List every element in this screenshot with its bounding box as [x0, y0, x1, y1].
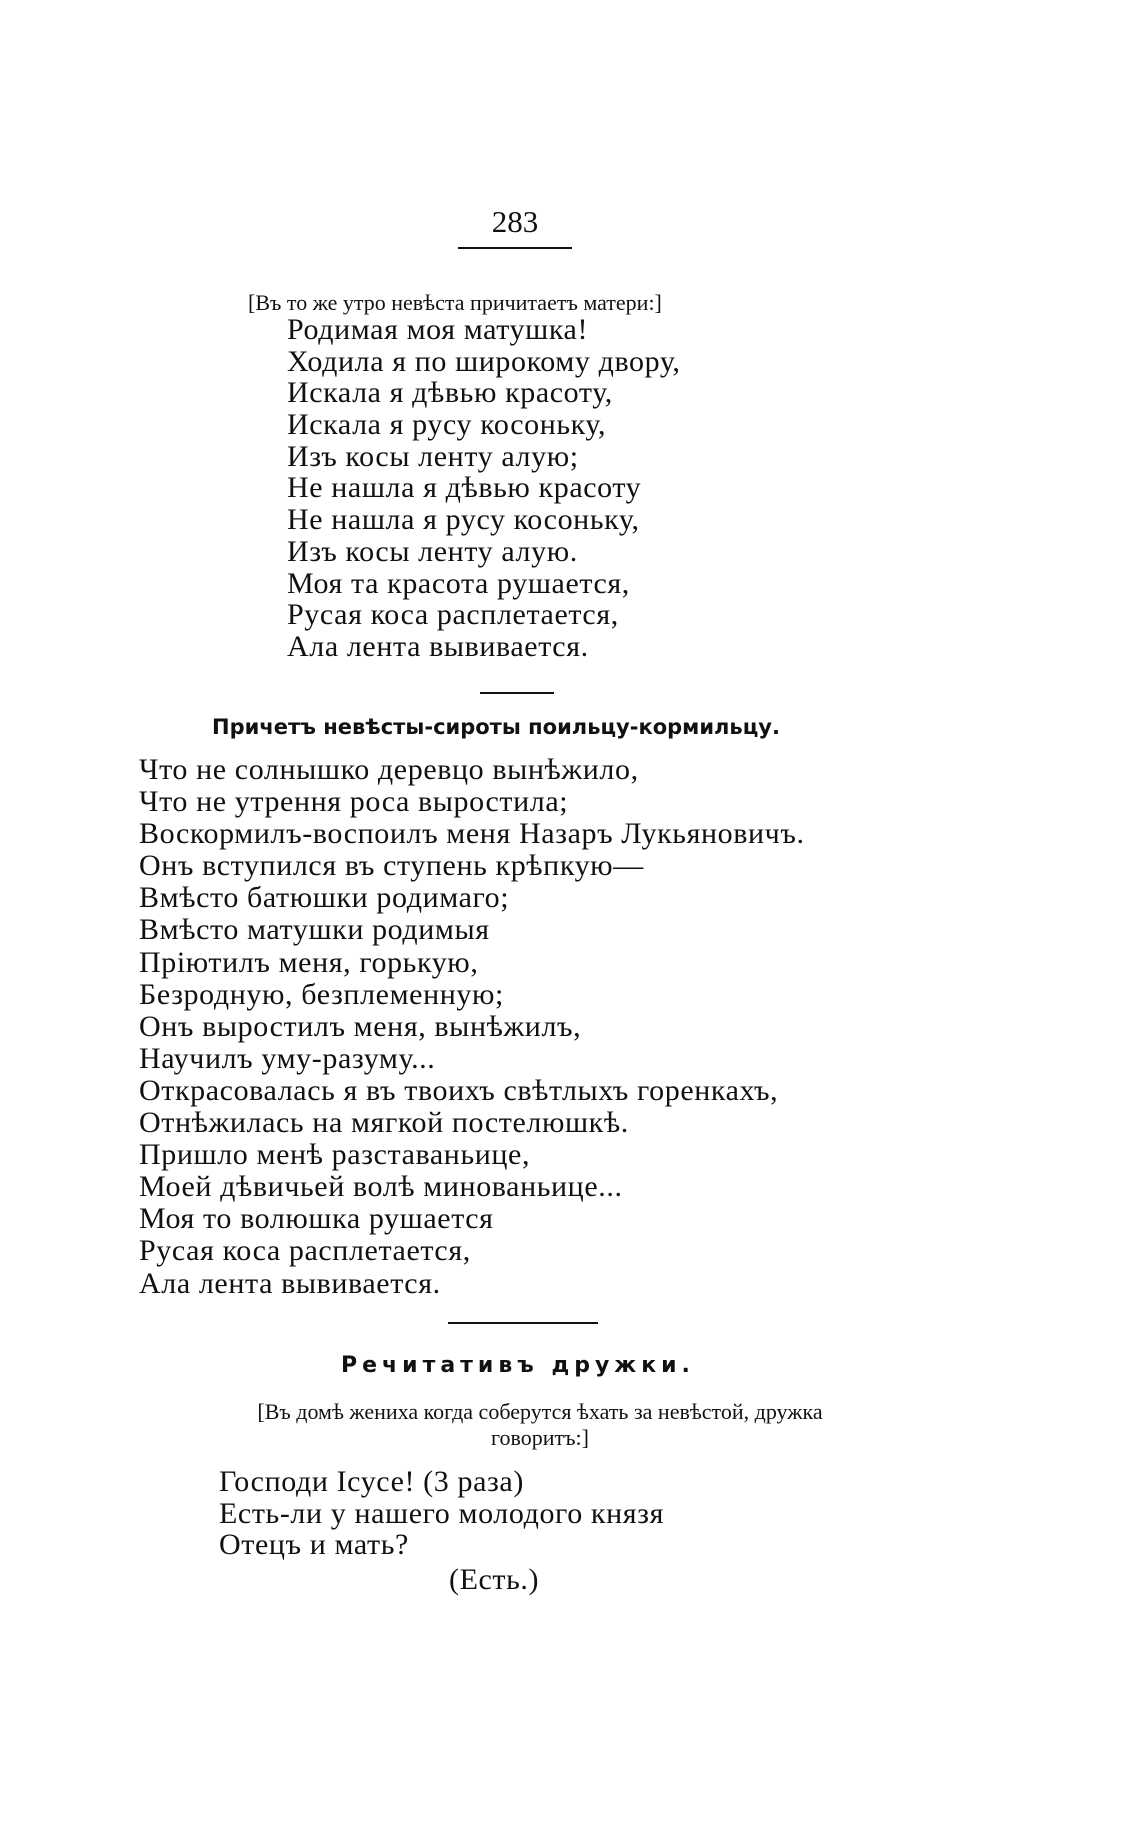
- verse-line: Пришло менѣ разставаньице,: [139, 1138, 531, 1172]
- heading-matchmaker-recitative: Речитативъ дружки.: [341, 1353, 695, 1378]
- verse-line: Моя то волюшка рушается: [139, 1202, 494, 1236]
- answer-line: (Есть.): [449, 1563, 540, 1596]
- stage-direction-line: [Въ домѣ жениха когда соберутся ѣхать за невѣстой, дружка: [257, 1399, 823, 1424]
- verse-line: Научилъ уму-разуму...: [139, 1041, 436, 1075]
- verse-bride-lament: [287, 314, 681, 663]
- section-divider: [480, 692, 554, 694]
- verse-line: Искала я русу косоньку,: [287, 408, 607, 442]
- verse-line: Онъ выростилъ меня, вынѣжилъ,: [139, 1009, 582, 1043]
- section-divider: [448, 1322, 598, 1324]
- verse-orphan-lament: [139, 754, 805, 1300]
- verse-line: Не нашла я русу косоньку,: [287, 503, 640, 537]
- verse-line: Моей дѣвичьей волѣ минованьице...: [139, 1170, 623, 1204]
- verse-line: Не нашла я дѣвью красоту: [287, 471, 642, 505]
- verse-line: Господи Ісусе! (3 раза): [219, 1465, 524, 1498]
- verse-line: Пріютилъ меня, горькую,: [139, 945, 479, 979]
- stage-direction-matchmaker: [130, 1399, 950, 1451]
- page-number-underline: [458, 247, 572, 249]
- verse-line: Русая коса расплетается,: [287, 598, 619, 632]
- verse-line: Воскормилъ-воспоилъ меня Назаръ Лукьяновичъ.: [139, 817, 805, 851]
- verse-line: Изъ косы ленту алую;: [287, 439, 579, 473]
- verse-line: Вмѣсто батюшки родимаго;: [139, 881, 510, 915]
- verse-line: Ала лента вывивается.: [139, 1266, 441, 1300]
- verse-line: Вмѣсто матушки родимыя: [139, 913, 490, 947]
- verse-line: Изъ косы ленту алую.: [287, 534, 578, 568]
- verse-line: Что не утрення роса выростила;: [139, 785, 569, 819]
- verse-line: Ала лента вывивается.: [287, 629, 589, 663]
- stage-direction-bride-to-mother: [Въ то же утро невѣста причитаетъ матери:]: [248, 290, 662, 315]
- heading-orphan-bride-lament: Причетъ невѣсты-сироты поильцу-кормильцу.: [212, 715, 780, 739]
- verse-line: Моя та красота рушается,: [287, 566, 630, 600]
- page-number: 283: [491, 204, 539, 239]
- verse-line: Отецъ и мать?: [219, 1528, 409, 1562]
- verse-line: Есть-ли у нашего молодого князя: [219, 1496, 664, 1530]
- verse-line: Ходила я по широкому двору,: [287, 344, 681, 378]
- verse-line: Отнѣжилась на мягкой постелюшкѣ.: [139, 1106, 629, 1140]
- verse-matchmaker: [219, 1466, 664, 1561]
- verse-line: Что не солнышко деревцо вынѣжило,: [139, 753, 639, 786]
- verse-line: Русая коса расплетается,: [139, 1234, 471, 1268]
- verse-line: Безродную, безплеменную;: [139, 977, 504, 1011]
- verse-line: Онъ вступился въ ступень крѣпкую—: [139, 849, 644, 883]
- verse-line: Искала я дѣвью красоту,: [287, 376, 613, 410]
- verse-line: Родимая моя матушка!: [287, 313, 589, 346]
- verse-line: Открасовалась я въ твоихъ свѣтлыхъ горенкахъ,: [139, 1073, 779, 1107]
- stage-direction-line: говоритъ:]: [491, 1425, 589, 1450]
